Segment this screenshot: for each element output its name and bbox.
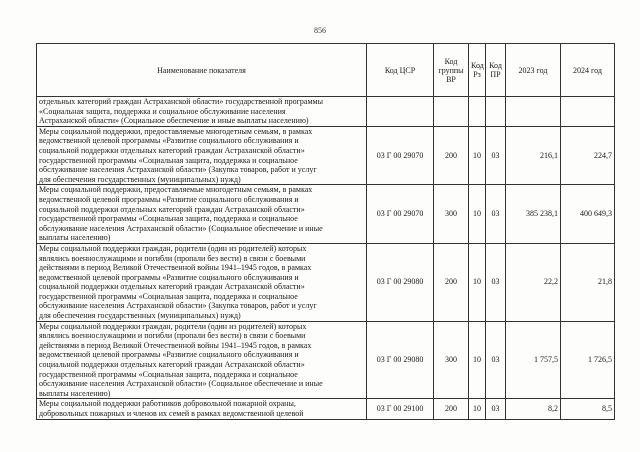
csr-cell: 03 Г 00 29100 [367,399,434,419]
page-number: 856 [314,26,326,35]
indicator-name-line: социальной поддержки отдельных категорий граждан Астраханской области» [39,145,305,155]
amount-2024-cell: 1 726,5 [561,321,615,399]
indicator-name-line: выплаты населению) [39,388,111,398]
indicator-name-line: ведомственной целевой программы «Развитие социального обслуживания и [39,350,299,360]
indicator-name-line: государственной программы «Социальная защита, поддержка и социальное [39,291,298,301]
pr-cell: 03 [486,321,506,399]
indicator-name-line: для обеспечения государственных (муниципальных) нужд) [39,174,241,184]
indicator-name-line: Меры социальной поддержки, предоставляемые многодетным семьям, в рамках [39,126,313,136]
header-pr: Код ПР [486,44,506,97]
amount-2023-cell: 385 238,1 [506,185,561,244]
indicator-name-cell [37,97,367,127]
vr-cell: 200 [434,126,469,185]
vr-cell: 200 [434,399,469,419]
pr-cell: 03 [486,399,506,419]
table-header [37,44,615,97]
indicator-name-line: социальной поддержки отдельных категорий граждан Астраханской области» [39,282,305,292]
csr-cell: 03 Г 00 29080 [367,321,434,399]
indicator-name-cell [37,185,367,244]
indicator-name-cell [37,243,367,321]
indicator-name-line: ведомственной целевой программы «Развитие социального обслуживания и [39,136,299,146]
indicator-name-line: государственной программы «Социальная защита, поддержка и социальное [39,155,298,165]
amount-2024-cell [561,97,615,127]
indicator-name-line: являлись военнослужащими и погибли (пропали без вести) в связи с боевыми [39,253,306,263]
indicator-name-line: действиями в период Великой Отечественной войны 1941–1945 годов, в рамках [39,263,312,273]
indicator-name-line: государственной программы «Социальная защита, поддержка и социальное [39,214,298,224]
amount-2023-cell: 216,1 [506,126,561,185]
indicator-name-line: Меры социальной поддержки граждан, родители (один из родителей) которых [39,243,307,253]
indicator-name-line: социальной поддержки отдельных категорий граждан Астраханской области» [39,204,305,214]
indicator-name-line: обслуживание населения Астраханской области» (Закупка товаров, работ и услуг [39,165,317,175]
table-body [37,97,615,420]
header-vr: Код группы ВР [434,44,469,97]
rz-cell: 10 [469,185,486,244]
header-csr: Код ЦСР [367,44,434,97]
table-row [37,185,615,244]
header-2023: 2023 год [506,44,561,97]
vr-cell: 300 [434,185,469,244]
table-row [37,399,615,419]
header-row [37,44,615,97]
indicator-name-line: Меры социальной поддержки граждан, родители (один из родителей) которых [39,321,307,331]
table-row [37,321,615,399]
table-row [37,97,615,127]
indicator-name-line: отдельных категорий граждан Астраханской области» государственной программы [39,97,323,106]
indicator-name-line: действиями в период Великой Отечественной войны 1941–1945 годов, в рамках [39,340,312,350]
indicator-name-line: ведомственной целевой программы «Развитие социального обслуживания и [39,194,299,204]
table-row [37,243,615,321]
indicator-name-line: обслуживание населения Астраханской области» (Закупка товаров, работ и услуг [39,301,317,311]
amount-2023-cell: 1 757,5 [506,321,561,399]
vr-cell: 300 [434,321,469,399]
rz-cell [469,97,486,127]
rz-cell: 10 [469,399,486,419]
csr-cell: 03 Г 00 29070 [367,126,434,185]
pr-cell [486,97,506,127]
vr-cell [434,97,469,127]
indicator-name-cell [37,399,367,419]
pr-cell: 03 [486,185,506,244]
amount-2024-cell: 224,7 [561,126,615,185]
budget-table [36,43,615,420]
indicator-name-line: социальной поддержки отдельных категорий граждан Астраханской области» [39,360,305,370]
amount-2024-cell: 400 649,3 [561,185,615,244]
table-row [37,126,615,185]
indicator-name-line: являлись военнослужащими и погибли (пропали без вести) в связи с боевыми [39,331,306,341]
pr-cell: 03 [486,243,506,321]
indicator-name-cell [37,321,367,399]
pr-cell: 03 [486,126,506,185]
indicator-name-line: Меры социальной поддержки работников добровольной пожарной охраны, [39,399,296,409]
indicator-name-cell [37,126,367,185]
rz-cell: 10 [469,126,486,185]
indicator-name-line: ведомственной целевой программы «Развитие социального обслуживания и [39,272,299,282]
rz-cell: 10 [469,243,486,321]
header-name: Наименование показателя [37,44,367,97]
indicator-name-line: для обеспечения государственных (муниципальных) нужд) [39,311,241,321]
indicator-name-line: обслуживание населения Астраханской области» (Социальное обеспечение и иные [39,379,323,389]
amount-2023-cell: 8,2 [506,399,561,419]
indicator-name-line: «Социальная защита, поддержка и социальное обслуживание населения [39,106,286,116]
amount-2023-cell: 22,2 [506,243,561,321]
indicator-name-line: Астраханской области» (Социальное обеспечение и иные выплаты населению) [39,116,309,126]
indicator-name-line: выплаты населению) [39,233,111,243]
header-2024: 2024 год [561,44,615,97]
amount-2023-cell [506,97,561,127]
amount-2024-cell: 21,8 [561,243,615,321]
header-rz: Код Рз [469,44,486,97]
rz-cell: 10 [469,321,486,399]
csr-cell: 03 Г 00 29070 [367,185,434,244]
vr-cell: 200 [434,243,469,321]
amount-2024-cell: 8,5 [561,399,615,419]
csr-cell: 03 Г 00 29080 [367,243,434,321]
indicator-name-line: Меры социальной поддержки, предоставляемые многодетным семьям, в рамках [39,185,313,195]
indicator-name-line: обслуживание населения Астраханской области» (Социальное обеспечение и иные [39,223,323,233]
indicator-name-line: государственной программы «Социальная защита, поддержка и социальное [39,369,298,379]
csr-cell [367,97,434,127]
indicator-name-line: добровольных пожарных и членов их семей в рамках ведомственной целевой [39,409,304,418]
